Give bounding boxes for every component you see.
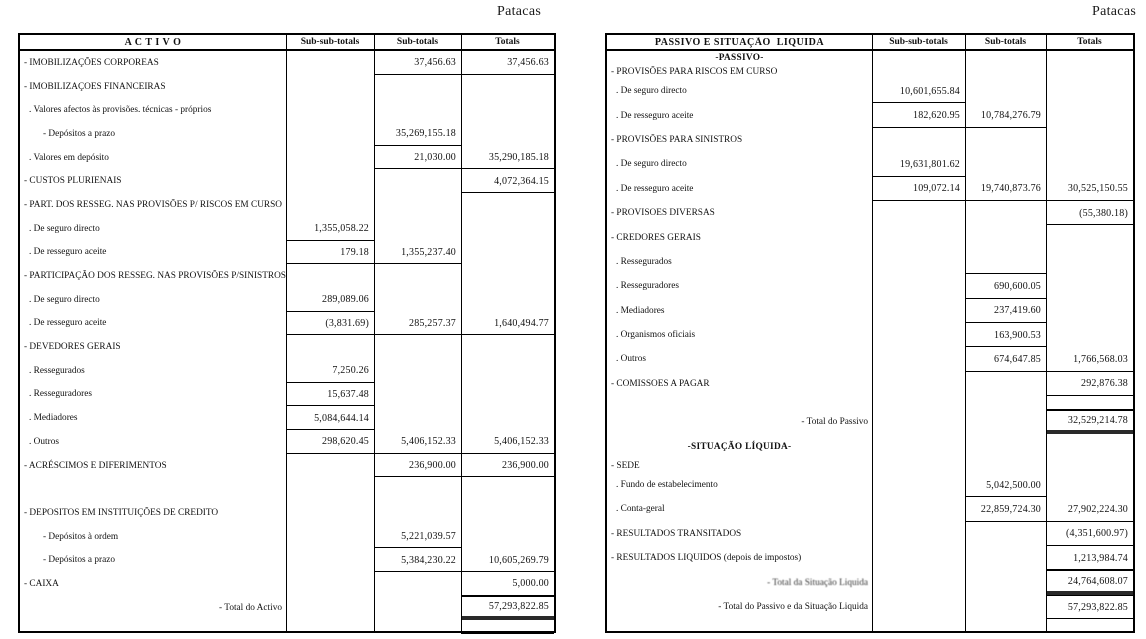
table-row [607, 299, 1133, 323]
row-label: . Conta-geral [616, 504, 665, 515]
value-cell: 30,525,150.55 [1046, 177, 1133, 201]
value-cell [374, 264, 461, 288]
row-label: - Total do Passivo e da Situação Liquida [718, 602, 868, 612]
value-cell [374, 620, 461, 634]
table-row [607, 65, 1133, 79]
value-cell [374, 572, 461, 596]
value-cell [286, 501, 374, 525]
row-label: . Outros [616, 354, 646, 365]
value-cell: 4,072,364.15 [461, 169, 554, 193]
value-cell: 15,637.48 [286, 383, 374, 407]
value-cell: (4,351,600.97) [1046, 522, 1133, 546]
row-label: - Total da Situação Liquida [767, 577, 868, 588]
value-cell [965, 201, 1046, 225]
value-cell [286, 454, 374, 478]
value-cell [461, 264, 554, 288]
row-label: . Mediadores [29, 413, 78, 424]
value-cell: 1,213,984.74 [1046, 546, 1133, 570]
row-label: - CREDORES GERAIS [611, 232, 701, 243]
table-row [20, 406, 554, 430]
value-cell: 5,000.00 [461, 572, 554, 596]
value-cell: 19,631,801.62 [872, 152, 965, 176]
value-cell: 236,900.00 [461, 454, 554, 478]
value-cell [965, 522, 1046, 546]
value-cell [374, 477, 461, 501]
row-label: . Valores em depósito [29, 152, 109, 163]
col-header-totals: Totals [495, 37, 520, 47]
column-divider [286, 35, 287, 631]
value-cell: 674,647.85 [965, 347, 1046, 371]
value-cell [286, 596, 374, 620]
value-cell [286, 525, 374, 549]
value-cell [872, 323, 965, 347]
value-cell [872, 595, 965, 619]
value-cell [1046, 128, 1133, 152]
value-cell [286, 264, 374, 288]
value-cell [1046, 79, 1133, 103]
value-cell [872, 347, 965, 371]
table-row [20, 193, 554, 217]
value-cell: 236,900.00 [374, 454, 461, 478]
value-cell [286, 169, 374, 193]
value-cell [1046, 396, 1133, 410]
table-row [20, 264, 554, 288]
table-row [607, 347, 1133, 371]
table-row [607, 570, 1133, 594]
value-cell: 1,355,237.40 [374, 241, 461, 265]
activo-title: A C T I V O [124, 36, 182, 48]
table-row [20, 620, 554, 634]
activo-table [18, 33, 556, 633]
table-row [607, 201, 1133, 225]
passivo-table [605, 33, 1135, 633]
col-header-sub-sub-totals: Sub-sub-totals [300, 37, 360, 47]
value-cell [965, 128, 1046, 152]
row-label: - PROVISÕES PARA SINISTROS [611, 134, 743, 145]
value-cell: 5,384,230.22 [374, 548, 461, 572]
value-cell [872, 225, 965, 249]
value-cell: 5,406,152.33 [461, 430, 554, 454]
value-cell [872, 299, 965, 323]
value-cell: (55,380.18) [1046, 201, 1133, 225]
column-divider [872, 35, 873, 631]
value-cell: 179.18 [286, 241, 374, 265]
value-cell [461, 241, 554, 265]
value-cell [461, 122, 554, 146]
value-cell [374, 75, 461, 99]
table-row [20, 383, 554, 407]
row-label: . Mediadores [616, 305, 665, 316]
value-cell [461, 217, 554, 241]
col-header-sub-sub-totals: Sub-sub-totals [889, 37, 948, 47]
value-cell [965, 459, 1046, 473]
row-label: - SEDE [611, 460, 640, 471]
table-row [607, 103, 1133, 127]
table-row [607, 473, 1133, 497]
table-row [20, 122, 554, 146]
row-label: . Resseguradores [616, 281, 679, 292]
row-label: - Depósitos a prazo [43, 555, 116, 566]
table-row [20, 288, 554, 312]
row-label: . Fundo de estabelecimento [616, 480, 718, 491]
value-cell: 32,529,214.78 [1046, 410, 1133, 434]
value-cell: 289,089.06 [286, 288, 374, 312]
value-cell [872, 274, 965, 298]
table-row [607, 323, 1133, 347]
col-header-sub-totals: Sub-totals [396, 37, 439, 47]
col-header-totals: Totals [1077, 37, 1102, 47]
row-label [607, 619, 872, 633]
value-cell: 1,640,494.77 [461, 312, 554, 336]
table-row [607, 250, 1133, 274]
row-label: . Ressegurados [29, 365, 85, 376]
value-cell [374, 383, 461, 407]
value-cell [1046, 459, 1133, 473]
value-cell [461, 477, 554, 501]
value-cell [1046, 65, 1133, 79]
value-cell [965, 546, 1046, 570]
row-label: . Outros [29, 436, 59, 447]
row-label: - RESULTADOS LIQUIDOS (depois de impostos) [611, 553, 802, 564]
value-cell [374, 596, 461, 620]
value-cell [286, 51, 374, 75]
value-cell: 285,257.37 [374, 312, 461, 336]
table-row [20, 241, 554, 265]
value-cell: 57,293,822.85 [1046, 595, 1133, 619]
row-label: - PROVISÕES PARA RISCOS EM CURSO [611, 67, 778, 77]
value-cell [872, 619, 965, 633]
column-divider [965, 35, 966, 631]
value-cell [374, 406, 461, 430]
value-cell: 7,250.26 [286, 359, 374, 383]
value-cell [965, 250, 1046, 274]
row-label: . De resseguro aceite [616, 110, 694, 121]
table-row [607, 274, 1133, 298]
row-label: . De seguro directo [616, 86, 687, 97]
row-label: - IMOBILIZAÇÕES CORPOREAS [24, 57, 159, 68]
value-cell [286, 335, 374, 359]
row-label: . De seguro directo [616, 159, 687, 170]
table-row [607, 79, 1133, 103]
value-cell [1046, 51, 1133, 65]
value-cell [374, 217, 461, 241]
activo-rows [20, 51, 554, 634]
value-cell [872, 128, 965, 152]
row-label: . De seguro directo [29, 294, 100, 305]
row-label: . De resseguro aceite [616, 183, 694, 194]
value-cell [965, 51, 1046, 65]
row-label: - CAIXA [24, 578, 59, 589]
value-cell [286, 620, 374, 634]
value-cell: 109,072.14 [872, 177, 965, 201]
value-cell: 35,290,185.18 [461, 146, 554, 170]
value-cell [965, 410, 1046, 434]
value-cell [965, 372, 1046, 396]
value-cell [872, 570, 965, 594]
value-cell [286, 75, 374, 99]
value-cell [461, 98, 554, 122]
value-cell: 57,293,822.85 [461, 596, 554, 620]
table-row [20, 169, 554, 193]
value-cell [286, 193, 374, 217]
value-cell [461, 620, 554, 634]
table-row [607, 51, 1133, 65]
value-cell [965, 619, 1046, 633]
table-row [20, 51, 554, 75]
value-cell: 19,740,873.76 [965, 177, 1046, 201]
value-cell [374, 335, 461, 359]
value-cell: 37,456.63 [374, 51, 461, 75]
value-cell [965, 152, 1046, 176]
value-cell: 21,030.00 [374, 146, 461, 170]
value-cell [1046, 299, 1133, 323]
row-label [20, 477, 286, 501]
value-cell [374, 169, 461, 193]
value-cell [1046, 323, 1133, 347]
column-divider [1046, 35, 1047, 631]
table-row [20, 454, 554, 478]
value-cell: 5,406,152.33 [374, 430, 461, 454]
row-label: - PROVISOES DIVERSAS [611, 208, 715, 219]
value-cell: 1,355,058.22 [286, 217, 374, 241]
value-cell [872, 250, 965, 274]
value-cell [374, 193, 461, 217]
value-cell [965, 570, 1046, 594]
value-cell [965, 434, 1046, 458]
row-label [607, 396, 872, 410]
row-label: - Depósitos a prazo [43, 128, 116, 139]
col-header-sub-totals: Sub-totals [984, 37, 1027, 47]
passivo-rows [607, 51, 1133, 633]
value-cell: 37,456.63 [461, 51, 554, 75]
row-label: - Total do Activo [219, 602, 282, 613]
table-row [607, 372, 1133, 396]
value-cell [461, 525, 554, 549]
value-cell [872, 410, 965, 434]
value-cell: 163,900.53 [965, 323, 1046, 347]
value-cell: 690,600.05 [965, 274, 1046, 298]
value-cell [374, 359, 461, 383]
value-cell [1046, 274, 1133, 298]
table-row [20, 75, 554, 99]
table-row [607, 619, 1133, 633]
passivo-table-header [607, 35, 1133, 51]
value-cell: 237,419.60 [965, 299, 1046, 323]
value-cell [872, 434, 965, 458]
table-row [607, 177, 1133, 201]
value-cell [872, 459, 965, 473]
currency-label-left: Patacas [497, 4, 542, 19]
value-cell [1046, 434, 1133, 458]
table-row [607, 410, 1133, 434]
value-cell: (3,831.69) [286, 312, 374, 336]
row-label: - CUSTOS PLURIENAIS [24, 176, 122, 187]
value-cell [374, 501, 461, 525]
value-cell [461, 359, 554, 383]
value-cell: 182,620.95 [872, 103, 965, 127]
table-row [20, 430, 554, 454]
value-cell: 24,764,608.07 [1046, 570, 1133, 594]
table-row [607, 459, 1133, 473]
value-cell: 10,601,655.84 [872, 79, 965, 103]
value-cell [965, 65, 1046, 79]
table-row [607, 225, 1133, 249]
value-cell [374, 98, 461, 122]
value-cell [286, 477, 374, 501]
value-cell: 5,042,500.00 [965, 473, 1046, 497]
table-row [20, 525, 554, 549]
value-cell [286, 146, 374, 170]
row-label: - Total do Passivo [801, 417, 868, 428]
table-row [20, 312, 554, 336]
value-cell [1046, 225, 1133, 249]
value-cell [872, 372, 965, 396]
row-label: - PART. DOS RESSEG. NAS PROVISÕES P/ RISCOS EM CURSO [24, 199, 283, 210]
value-cell [461, 288, 554, 312]
value-cell [1046, 619, 1133, 633]
table-row [607, 152, 1133, 176]
row-label: -SITUAÇÃO LÍQUIDA- [687, 441, 792, 452]
table-row [20, 596, 554, 620]
table-row [20, 146, 554, 170]
value-cell [1046, 473, 1133, 497]
value-cell [965, 396, 1046, 410]
table-row [20, 217, 554, 241]
row-label: - DEPOSITOS EM INSTITUIÇÕES DE CREDITO [24, 507, 219, 518]
value-cell [1046, 152, 1133, 176]
row-label: . Ressegurados [616, 256, 672, 267]
value-cell [461, 383, 554, 407]
row-label: - PARTICIPAÇÃO DOS RESSEG. NAS PROVISÕES P/SINISTROS [24, 271, 286, 282]
value-cell [872, 201, 965, 225]
value-cell [286, 548, 374, 572]
value-cell: 35,269,155.18 [374, 122, 461, 146]
value-cell: 27,902,224.30 [1046, 497, 1133, 521]
table-row [20, 335, 554, 359]
row-label: -PASSIVO- [715, 53, 764, 63]
value-cell [286, 572, 374, 596]
row-label: . De seguro directo [29, 223, 100, 234]
activo-table-header [20, 35, 554, 51]
row-label: . Valores afectos às provisões. técnicas - próprios [29, 105, 212, 116]
row-label: . Organismos oficiais [616, 330, 696, 341]
value-cell: 298,620.45 [286, 430, 374, 454]
value-cell: 10,784,276.79 [965, 103, 1046, 127]
currency-label-right: Patacas [1092, 4, 1137, 19]
column-divider [374, 35, 375, 631]
row-label: . De resseguro aceite [29, 318, 107, 329]
row-label: - Depósitos à ordem [43, 531, 119, 542]
value-cell [965, 595, 1046, 619]
table-row [607, 522, 1133, 546]
value-cell [286, 98, 374, 122]
table-row [20, 359, 554, 383]
row-label: - IMOBILIZAÇOES FINANCEIRAS [24, 81, 166, 92]
value-cell: 1,766,568.03 [1046, 347, 1133, 371]
row-label [20, 620, 286, 634]
value-cell [872, 51, 965, 65]
table-row [607, 546, 1133, 570]
table-row [20, 98, 554, 122]
value-cell [461, 501, 554, 525]
value-cell: 5,221,039.57 [374, 525, 461, 549]
value-cell [374, 288, 461, 312]
table-row [607, 595, 1133, 619]
table-row [607, 396, 1133, 410]
value-cell [461, 75, 554, 99]
row-label: - ACRÉSCIMOS E DIFERIMENTOS [24, 460, 167, 471]
table-row [607, 497, 1133, 521]
value-cell [461, 193, 554, 217]
table-row [607, 434, 1133, 458]
row-label: - COMISSOES A PAGAR [611, 378, 710, 389]
row-label: . De resseguro aceite [29, 247, 107, 258]
value-cell [872, 497, 965, 521]
value-cell: 22,859,724.30 [965, 497, 1046, 521]
table-row [607, 128, 1133, 152]
table-row [20, 501, 554, 525]
passivo-title: PASSIVO E SITUAÇÃO LIQUIDA [654, 36, 825, 48]
value-cell [1046, 103, 1133, 127]
value-cell [872, 473, 965, 497]
table-row [20, 572, 554, 596]
value-cell [872, 522, 965, 546]
value-cell [286, 122, 374, 146]
value-cell [461, 406, 554, 430]
row-label: . Resseguradores [29, 389, 92, 400]
value-cell [872, 65, 965, 79]
value-cell [872, 396, 965, 410]
value-cell: 10,605,269.79 [461, 548, 554, 572]
value-cell [461, 335, 554, 359]
value-cell [872, 546, 965, 570]
table-row [20, 548, 554, 572]
row-label: - RESULTADOS TRANSITADOS [611, 528, 742, 539]
value-cell: 292,876.38 [1046, 372, 1133, 396]
table-row [20, 477, 554, 501]
value-cell: 5,084,644.14 [286, 406, 374, 430]
value-cell [965, 225, 1046, 249]
column-divider [461, 35, 462, 631]
row-label: - DEVEDORES GERAIS [24, 342, 121, 353]
value-cell [965, 79, 1046, 103]
value-cell [1046, 250, 1133, 274]
